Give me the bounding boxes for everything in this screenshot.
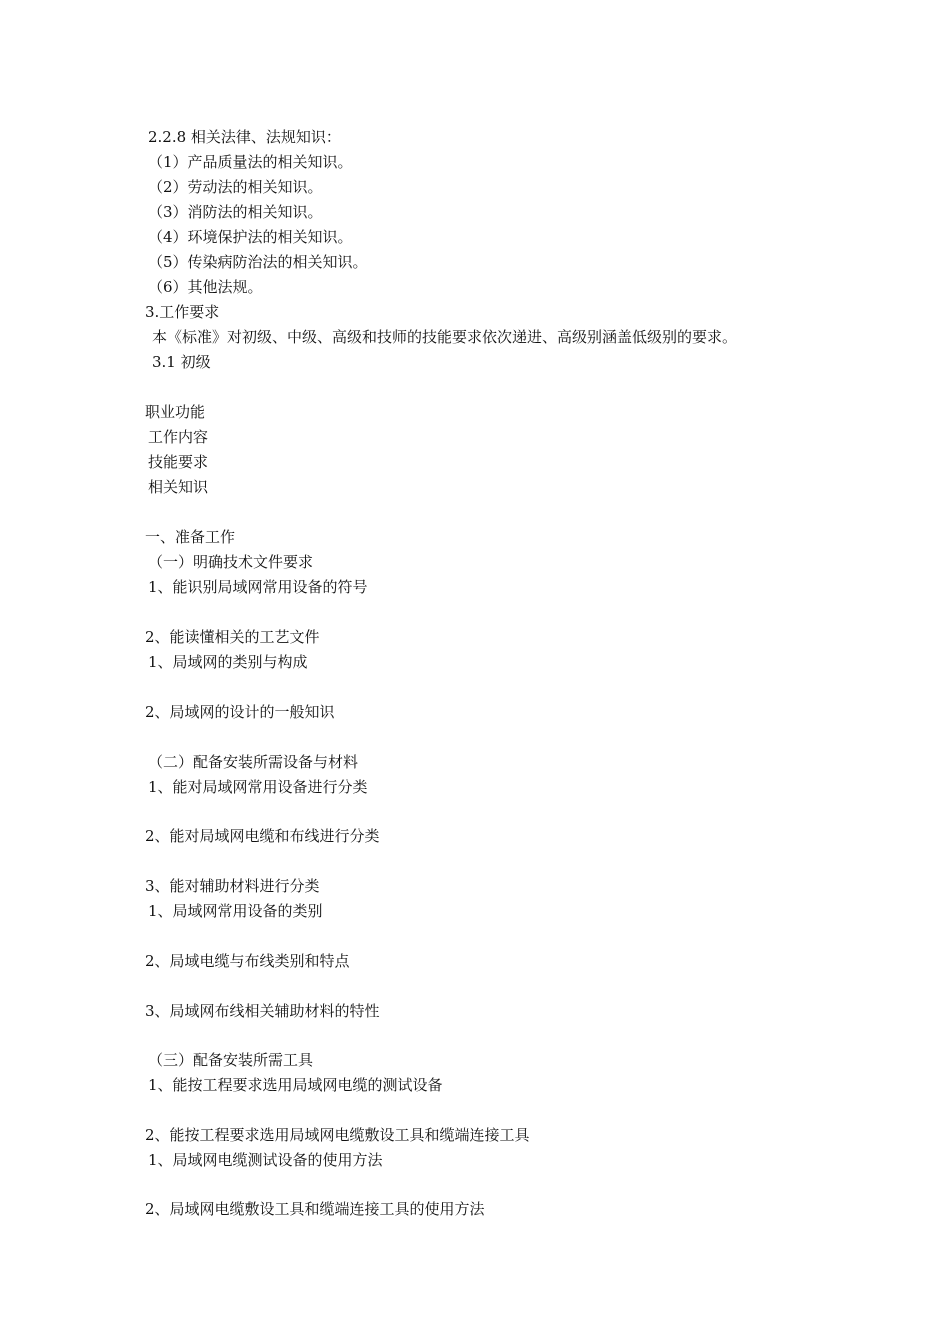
- column-header-function: 职业功能: [145, 403, 206, 421]
- content-3-skill-1: 1、能按工程要求选用局域网电缆的测试设备: [148, 1076, 443, 1094]
- law-item-6: （6）其他法规。: [148, 278, 263, 296]
- column-header-skills: 技能要求: [148, 453, 209, 471]
- column-header-content: 工作内容: [148, 428, 209, 446]
- content-2-skill-2: 2、能对局域网电缆和布线进行分类: [145, 827, 380, 845]
- content-3-knowledge-2: 2、局域网电缆敷设工具和缆端连接工具的使用方法: [145, 1200, 485, 1218]
- law-item-4: （4）环境保护法的相关知识。: [148, 228, 353, 246]
- section-3-heading: 3.工作要求: [145, 303, 220, 321]
- section-3-1-heading: 3.1 初级: [152, 353, 211, 371]
- law-item-5: （5）传染病防治法的相关知识。: [148, 253, 368, 271]
- content-1-knowledge-1: 1、局域网的类别与构成: [148, 653, 308, 671]
- content-2-heading: （二）配备安装所需设备与材料: [148, 753, 359, 771]
- function-prepare-work: 一、准备工作: [145, 528, 236, 546]
- content-2-skill-3: 3、能对辅助材料进行分类: [145, 877, 320, 895]
- section-2-2-8-heading: 2.2.8 相关法律、法规知识：: [148, 128, 341, 146]
- law-item-1: （1）产品质量法的相关知识。: [148, 153, 353, 171]
- content-2-knowledge-3: 3、局域网布线相关辅助材料的特性: [145, 1002, 380, 1020]
- content-2-skill-1: 1、能对局域网常用设备进行分类: [148, 778, 368, 796]
- content-1-skill-1: 1、能识别局域网常用设备的符号: [148, 578, 368, 596]
- content-2-knowledge-2: 2、局域电缆与布线类别和特点: [145, 952, 350, 970]
- content-3-knowledge-1: 1、局域网电缆测试设备的使用方法: [148, 1151, 383, 1169]
- standard-intro-paragraph: 本《标准》对初级、中级、高级和技师的技能要求依次递进、高级别涵盖低级别的要求。: [152, 328, 738, 346]
- content-3-heading: （三）配备安装所需工具: [148, 1051, 314, 1069]
- content-1-skill-2: 2、能读懂相关的工艺文件: [145, 628, 320, 646]
- content-1-knowledge-2: 2、局域网的设计的一般知识: [145, 703, 335, 721]
- content-3-skill-2: 2、能按工程要求选用局域网电缆敷设工具和缆端连接工具: [145, 1126, 530, 1144]
- law-item-3: （3）消防法的相关知识。: [148, 203, 323, 221]
- law-item-2: （2）劳动法的相关知识。: [148, 178, 323, 196]
- content-2-knowledge-1: 1、局域网常用设备的类别: [148, 902, 323, 920]
- column-header-knowledge: 相关知识: [148, 478, 209, 496]
- content-1-heading: （一）明确技术文件要求: [148, 553, 314, 571]
